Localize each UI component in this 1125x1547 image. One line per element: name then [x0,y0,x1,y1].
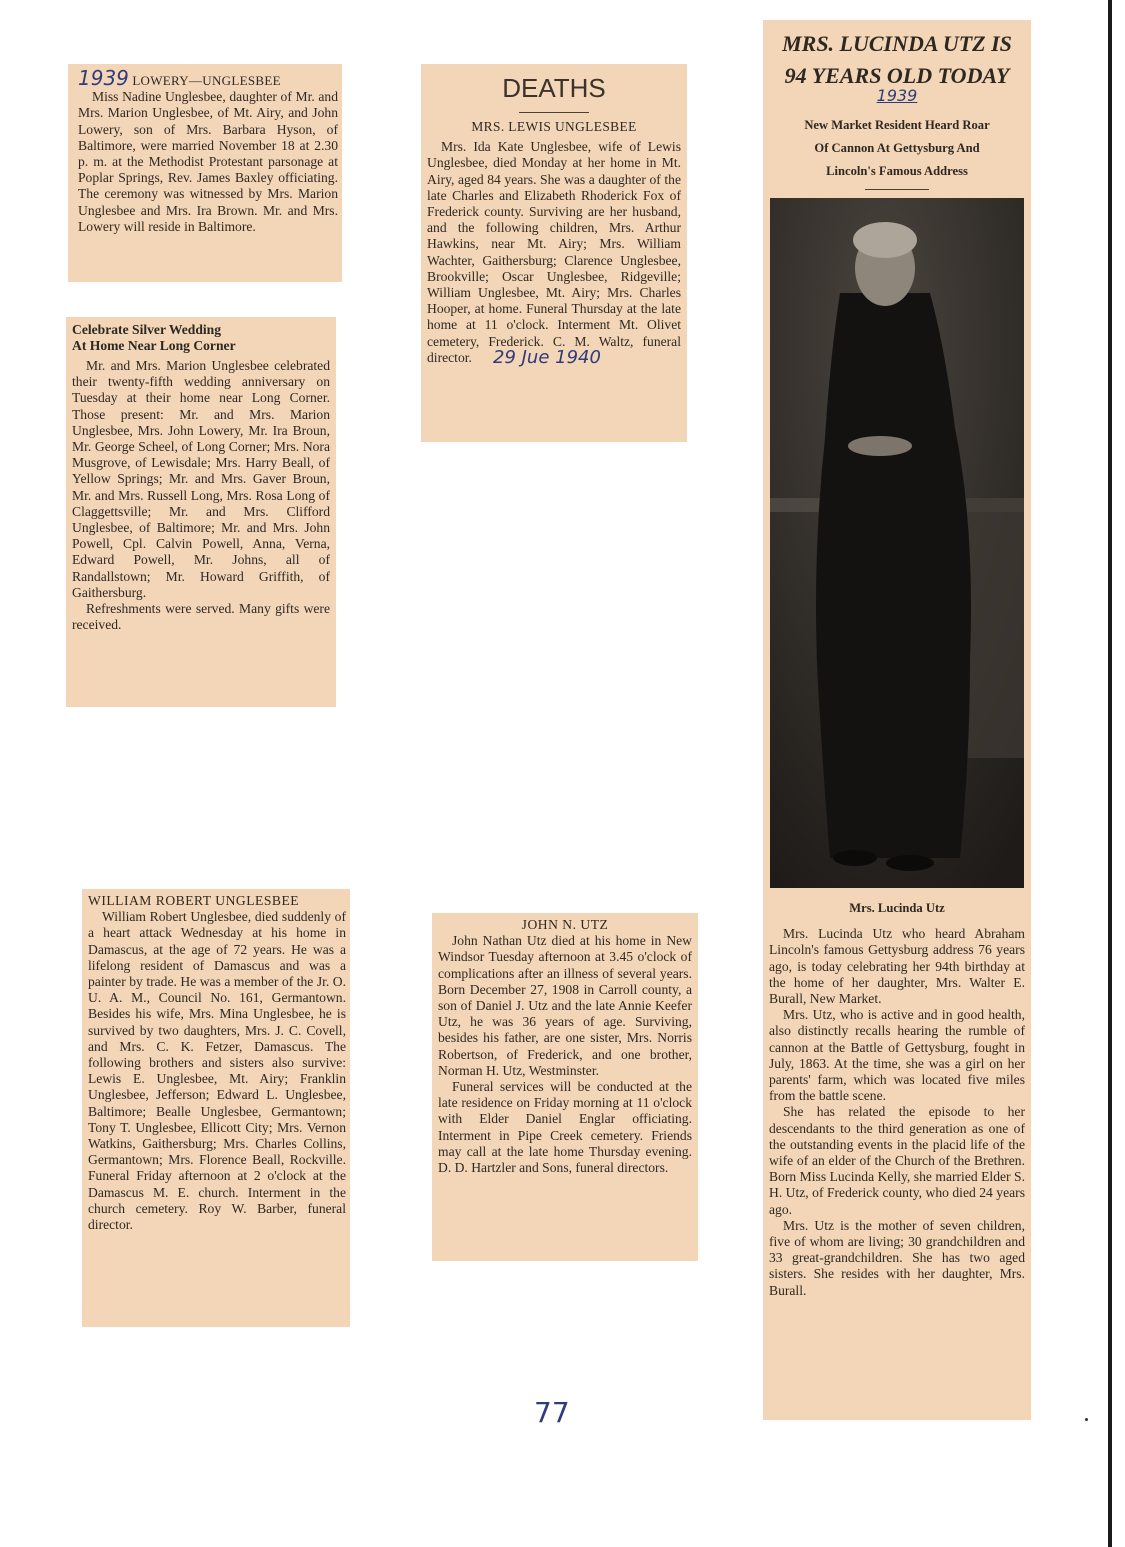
headline-line-1: Celebrate Silver Wedding [72,322,222,337]
deck-line-3: Lincoln's Famous Address [826,164,968,178]
deck-line-1: New Market Resident Heard Roar [804,118,990,132]
headline: LOWERY—UNGLESBEE [132,73,281,88]
article-para-1: John Nathan Utz died at his home in New Windsor Tuesday afternoon at 3.45 o'clock of complications after an illness of several years. Born December 27, 1908 in Carroll county, a son of Daniel J. Utz and the late Annie Keefer Utz, he was 36 years of age. Surviving, besides his father, are one sister, Mrs. Norris Robertson, of Frederick, and one brother, Norman H. Utz, Westminster. [438,933,692,1078]
clipping-lowery-unglesbee [68,64,342,282]
article-para-4: Mrs. Utz is the mother of seven children, five of whom are living; 30 grandchildren and 33 great-grandchildren. She has two aged sisters. She resides with her daughter, Mrs. Burall. [769,1217,1025,1298]
headline-line-1: MRS. LUCINDA UTZ IS [782,31,1012,56]
headline-line-2: At Home Near Long Corner [72,338,236,353]
headline-line-2: 94 YEARS OLD TODAY [784,63,1010,88]
headline: JOHN N. UTZ [521,917,609,932]
article-body: Miss Nadine Unglesbee, daughter of Mr. and Mrs. Marion Unglesbee, of Mt. Airy, and John Lowery, son of Mrs. Barbara Hyson, of Baltimore, were married November 18 at 2.30 p. m. at the Methodist Protestant parsonage at Poplar Springs, Rev. James Baxley officiating. The ceremony was witnessed by Mrs. Marion Unglesbee and Mrs. Ira Brown. Mr. and Mrs. Lowery will reside in Baltimore. [78,89,338,234]
deck-line-2: Of Cannon At Gettysburg And [814,141,980,155]
article-body: William Robert Unglesbee, died suddenly of a heart attack Wednesday at his home in Damascus, at the age of 72 years. He was a lifelong resident of Damascus and was a painter by trade. He was a member of the Jr. O. U. A. M., Council No. 161, Germantown. Besides his wife, Mrs. Mina Unglesbee, he is survived by two daughters, Mrs. J. C. Covell, and Mrs. C. K. Fetzer, Damascus. The following brothers and sisters also survive: Lewis E. Unglesbee, Mt. Airy; Franklin Unglesbee, Jefferson; Edward L. Unglesbee, Baltimore; Bealle Unglesbee, Germantown; Tony T. Unglesbee, Ellicott City; Mrs. Vernon Watkins, Gaithersburg; Mrs. Charles Collins, Germantown; Mrs. Florence Beall, Rockville. Funeral Friday afternoon at 2 o'clock at the Damascus M. E. church. Interment in the church cemetery. Roy W. Barber, funeral director. [88,909,346,1233]
photo-caption: Mrs. Lucinda Utz [849,901,945,915]
scan-speck [1085,1418,1088,1421]
clipping-lucinda-utz [763,20,1031,1420]
handwritten-year: 1939 [78,66,129,90]
handwritten-year: 1939 [876,86,918,105]
handwritten-date: 29 Jue 1940 [493,347,601,369]
page-number: 77 [534,1396,570,1429]
deck-rule [865,189,929,190]
subheadline: MRS. LEWIS UNGLESBEE [471,119,637,134]
title-rule [519,112,589,113]
article-para-2: Funeral services will be conducted at the late residence on Friday morning at 11 o'clock with Elder Daniel Englar officiating. Interment in Pipe Creek cemetery. Friends may call at the late home Thursday evening. D. D. Hartzler and Sons, funeral directors. [438,1079,692,1176]
portrait-figure [770,198,1024,888]
scanner-edge-line [1108,0,1112,1547]
article-body: Mr. and Mrs. Marion Unglesbee celebrated their twenty-fifth wedding anniversary on Tuesday at their home near Long Corner. Those present: Mr. and Mrs. Marion Unglesbee, Mrs. John Lowery, Mr. Ira Broun, Mr. George Scheel, of Long Corner; Mrs. Nora Musgrove, of Lewisdale; Mrs. Harry Beall, of Yellow Springs; Mr. and Mrs. Gaver Broun, Mr. and Mrs. Russell Long, Mrs. Rosa Long of Claggettsville; Mr. and Mrs. Clifford Unglesbee, of Baltimore; Mr. and Mrs. John Powell, Cpl. Calvin Powell, Anna, Verna, Edward Powell, Mr. Johns, all of Randallstown; Mr. Howard Griffith, of Gaithersburg. [72,358,330,600]
clipping-john-n-utz [432,913,698,1261]
clipping-header [78,66,338,90]
article-para-3: She has related the episode to her descendants to the third generation as one of the outstanding events in the placid life of the wife of an elder of the Church of the Brethren. Born Miss Lucinda Kelly, she married Elder S. H. Utz, of Frederick county, who died 24 years ago. [769,1104,1025,1217]
article-para-1: Mrs. Lucinda Utz who heard Abraham Lincoln's famous Gettysburg address 76 years ago, is today celebrating her 94th birthday at the home of her daughter, Mrs. Walter E. Burall, New Market. [769,926,1025,1007]
clipping-deaths-lewis-unglesbee [421,64,687,442]
article-para-2: Mrs. Utz, who is active and in good health, also distinctly recalls hearing the rumble of cannon at the Battle of Gettysburg, fought in July, 1863. At the time, she was a girl on her parents' farm, which was located five miles from the battle scene. [769,1007,1025,1104]
article-body: Mrs. Ida Kate Unglesbee, wife of Lewis Unglesbee, died Monday at her home in Mt. Airy, aged 84 years. She was a daughter of the late Charles and Elizabeth Rhoderick Fox of Frederick county. Surviving are her husband, and the following children, Mrs. Arthur Hawkins, near Mt. Airy; Mrs. William Wachter, Gaithersburg; Clarence Unglesbee, Brookville; Oscar Unglesbee, Ridgeville; William Unglesbee, Mt. Airy; Mrs. Charles Hooper, at home. Funeral Thursday at the late home at 11 o'clock. Interment Mt. Olivet cemetery, Frederick. C. M. Waltz, funeral director. [427,139,681,365]
headline: WILLIAM ROBERT UNGLESBEE [88,893,300,908]
article-body-closing: Refreshments were served. Many gifts were received. [72,601,330,633]
section-title: DEATHS [502,73,606,103]
clipping-silver-wedding [66,317,336,707]
clipping-william-robert-unglesbee [82,889,350,1327]
portrait-photo [770,198,1024,888]
